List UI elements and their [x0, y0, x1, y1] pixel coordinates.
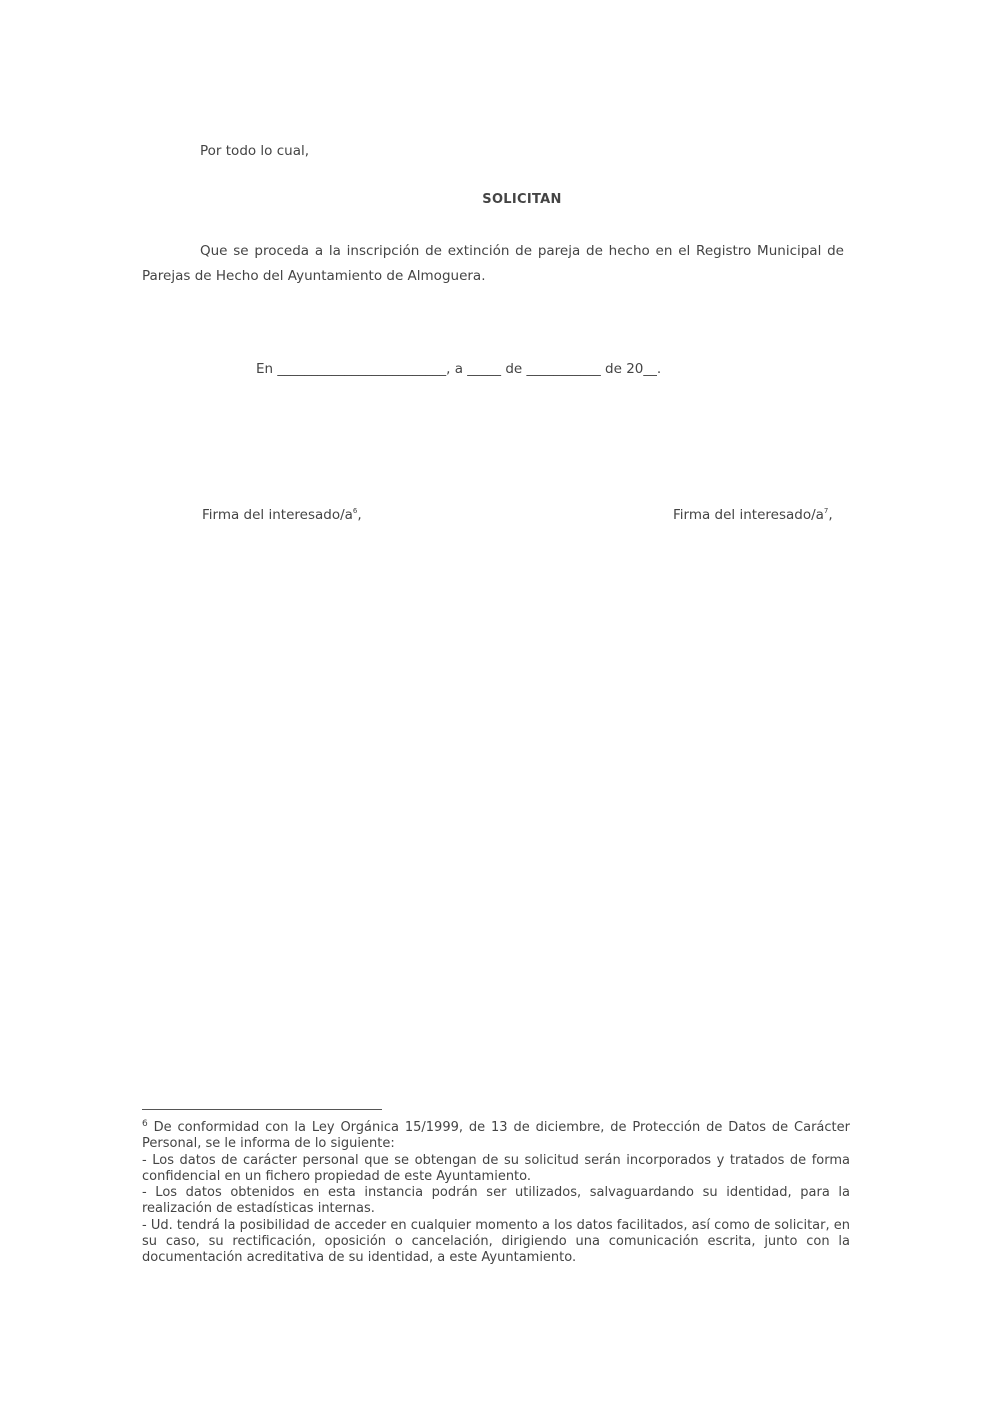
footnote-separator	[142, 1109, 382, 1110]
signature-left-label: Firma del interesado/a	[202, 507, 353, 523]
place-date-line: En _________________________, a _____ de ___________ de 20__.	[256, 361, 662, 377]
request-heading: SOLICITAN	[482, 192, 562, 207]
footnote-item: - Ud. tendrá la posibilidad de acceder en cualquier momento a los datos facilitados, así como de solicitar, en su caso, su rectificación, oposición o cancelación, dirigiendo una comunicación escrita, junto con la documentación acreditativa de su identidad, a este Ayuntamiento.	[142, 1217, 850, 1266]
footnote-intro-text: De conformidad con la Ley Orgánica 15/1999, de 13 de diciembre, de Protección de Datos de Carácter Personal, se le informa de lo siguiente:	[142, 1120, 850, 1152]
intro-text: Por todo lo cual,	[200, 143, 310, 159]
footnote-ref-7: 7	[823, 507, 829, 515]
footnote-ref-6: 6	[352, 507, 358, 515]
footnote-block	[142, 1120, 850, 1267]
footnote-item: - Los datos de carácter personal que se obtengan de su solicitud serán incorporados y tratados de forma confidencial en un fichero propiedad de este Ayuntamiento.	[142, 1152, 850, 1184]
footnote-intro	[142, 1120, 850, 1153]
signature-right-label: Firma del interesado/a	[673, 507, 824, 523]
signature-right-suffix: ,	[828, 507, 833, 523]
signature-right	[673, 507, 833, 523]
request-paragraph: Que se proceda a la inscripción de extinción de pareja de hecho en el Registro Municipal de Parejas de Hecho del Ayuntamiento de Almoguera.	[142, 243, 844, 284]
footnote-number: 6	[142, 1119, 148, 1129]
footnote-item: - Los datos obtenidos en esta instancia podrán ser utilizados, salvaguardando su identidad, para la realización de estadísticas internas.	[142, 1185, 850, 1217]
signature-left-suffix: ,	[357, 507, 362, 523]
signature-left	[202, 507, 362, 523]
